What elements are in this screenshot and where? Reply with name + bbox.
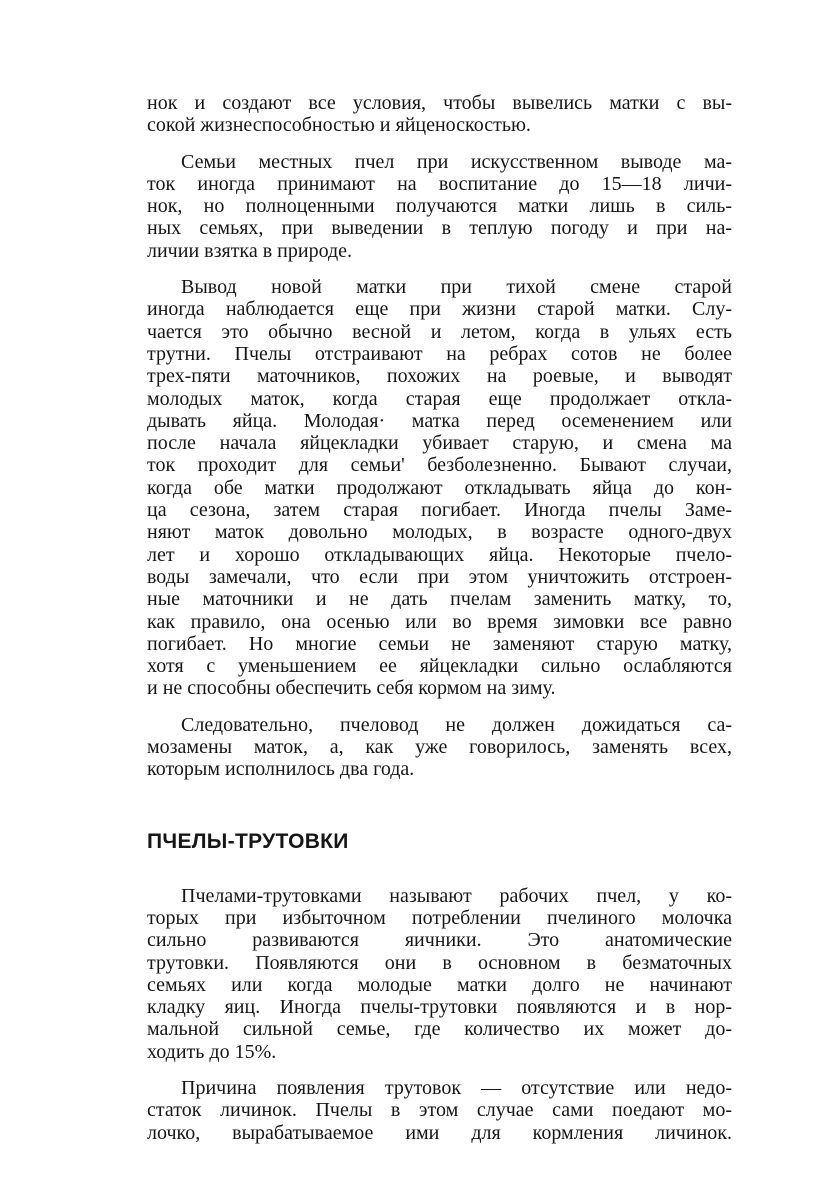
paragraph — [147, 885, 732, 1063]
book-page — [147, 92, 732, 1144]
text-line: лет и хорошо откладывающих яйца. Некоторые пчело- — [147, 543, 732, 566]
text-line: нок, но полноценными получаются матки лишь в силь- — [147, 195, 732, 218]
text-line: статок личинок. Пчелы в этом случае сами поедают мо- — [147, 1099, 732, 1122]
text-line: дывать яйца. Молодая· матка перед осеменением или — [147, 409, 732, 432]
text-line: нок и создают все условия, чтобы вывелись матки с вы- — [147, 92, 732, 114]
text-line: сокой жизнеспособностью и яйценоскостью. — [147, 114, 531, 137]
paragraph-gap — [147, 262, 732, 276]
text-line: чается это обычно весной и летом, когда в ульях есть — [147, 320, 732, 343]
text-line: няют маток довольно молодых, в возрасте одного-двух — [147, 521, 732, 544]
text-line: мальной сильной семье, где количество их может до- — [147, 1018, 732, 1041]
text-line: трутни. Пчелы отстраивают на ребрах сотов не более — [147, 342, 732, 365]
text-line: ца сезона, затем старая погибает. Иногда пчелы Заме- — [147, 499, 732, 522]
text-line: Вывод новой матки при тихой смене старой — [181, 276, 732, 299]
text-line: которым исполнилось два года. — [147, 758, 415, 781]
paragraph — [147, 151, 732, 262]
text-line: погибает. Но многие семьи не заменяют старую матку, — [147, 632, 732, 655]
text-line: мозамены маток, а, как уже говорилось, заменять всех, — [147, 736, 732, 759]
text-line: после начала яйцекладки убивает старую, и смена ма — [147, 432, 732, 455]
text-line: как правило, она осенью или во время зимовки все равно — [147, 610, 732, 633]
text-line: семьях или когда молодые матки долго не начинают — [147, 973, 732, 996]
paragraph — [147, 1077, 732, 1144]
text-line: иногда наблюдается еще при жизни старой матки. Слу- — [147, 298, 732, 321]
text-line: трех-пяти маточников, похожих на роевые, и выводят — [147, 365, 732, 388]
text-line: Пчелами-трутовками называют рабочих пчел, у ко- — [181, 884, 732, 907]
paragraph-gap — [147, 1063, 732, 1077]
paragraph — [147, 714, 732, 781]
text-line: Причина появления трутовок — отсутствие или недо- — [181, 1076, 732, 1099]
text-line: сильно развиваются яичники. Это анатомические — [147, 929, 732, 952]
text-line: воды замечали, что если при этом уничтожить отстроен- — [147, 565, 732, 588]
text-line: когда обе матки продолжают откладывать яйца до кон- — [147, 476, 732, 499]
text-line: ходить до 15%. — [147, 1040, 277, 1063]
text-line: торых при избыточном потреблении пчелиного молочка — [147, 906, 732, 929]
text-line: ток иногда принимают на воспитание до 15—18 личи- — [147, 172, 732, 195]
text-line: молодых маток, когда старая еще продолжает откла- — [147, 387, 732, 410]
text-line: Семьи местных пчел при искусственном выводе ма- — [181, 150, 732, 173]
paragraph — [147, 276, 732, 700]
section-heading: ПЧЕЛЫ-ТРУТОВКИ — [147, 829, 349, 853]
text-line: и не способны обеспечить себя кормом на зиму. — [147, 677, 556, 700]
text-line: хотя с уменьшением ее яйцекладки сильно ослабляются — [147, 655, 732, 678]
paragraph — [147, 92, 732, 137]
text-line: ных семьях, при выведении в теплую погоду и при на- — [147, 217, 732, 240]
text-line: трутовки. Появляются они в основном в безматочных — [147, 951, 732, 974]
text-line: ные маточники и не дать пчелам заменить матку, то, — [147, 588, 732, 611]
text-line: Следовательно, пчеловод не должен дожидаться са- — [181, 713, 732, 736]
text-line: ток проходит для семьи' безболезненно. Бывают случаи, — [147, 454, 732, 477]
text-line: личии взятка в природе. — [147, 239, 353, 262]
paragraph-gap — [147, 700, 732, 714]
paragraph-gap — [147, 137, 732, 151]
text-line: лочко, вырабатываемое ими для кормления личинок. — [147, 1121, 732, 1144]
text-line: кладку яиц. Иногда пчелы-трутовки появляются и в нор- — [147, 996, 732, 1019]
